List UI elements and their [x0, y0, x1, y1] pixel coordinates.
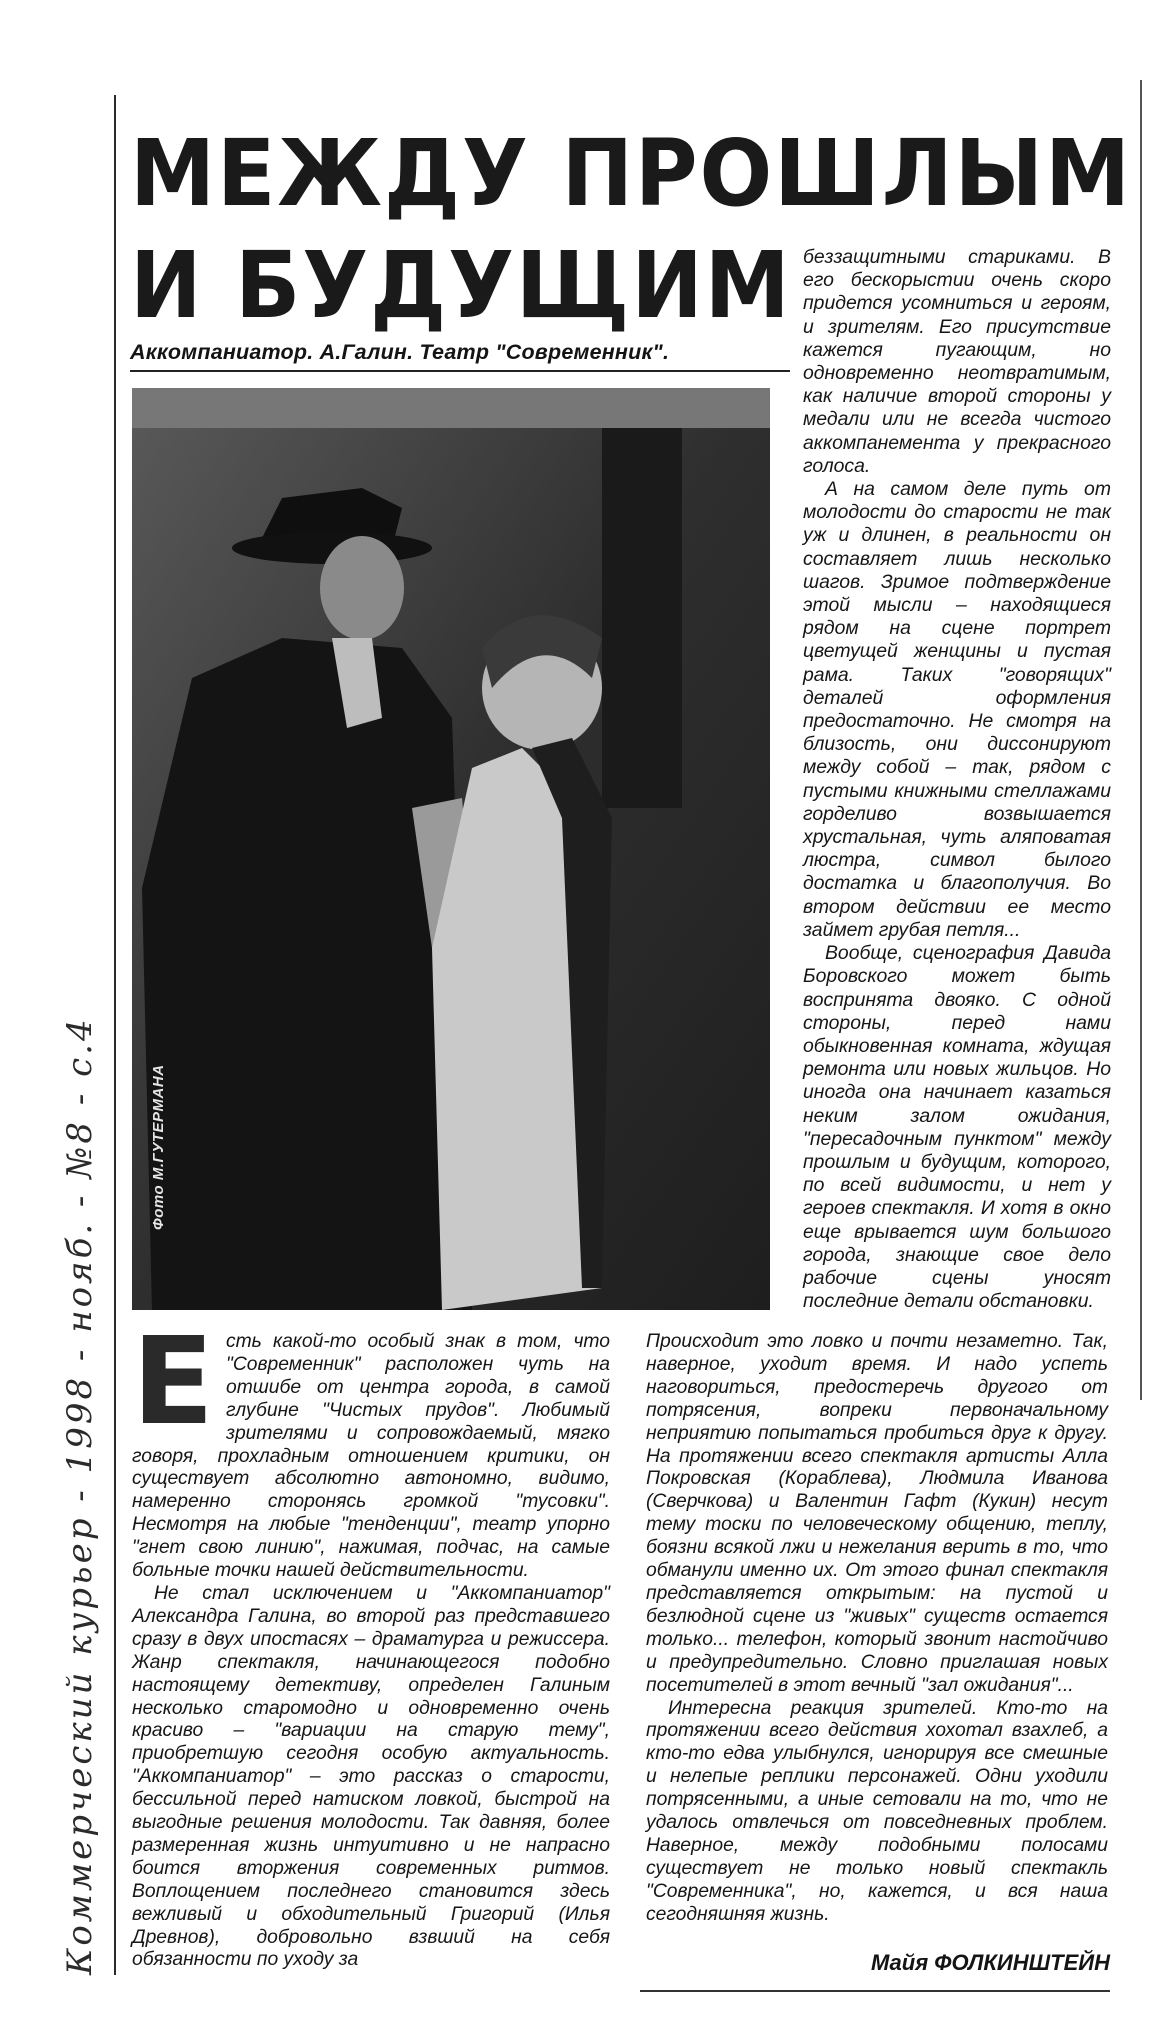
drop-cap: Е	[132, 1313, 214, 1452]
article-paragraph: А на самом деле путь от молодости до старости не так уж и длинен, в реальности он составляет лишь несколько шагов. Зримое подтверждение этой мысли – находящиеся рядом на сцене портрет цветущей женщины и пустая рама. Таких "говорящих" деталей оформления предостаточно. Не смотря на близость, они диссонируют между собой – так, рядом с пустыми книжными стеллажами горделиво возвышается хрустальная, чуть аляповатая люстра, символ былого достатка и благополучия. Во втором действии ее место займет грубая петля...	[803, 478, 1111, 941]
subtitle-underline	[130, 370, 790, 372]
theater-photo-image	[132, 388, 770, 1310]
article-left-column	[132, 1313, 610, 1972]
handwritten-note: Коммерческий курьер - 1998 - нояб. - №8 - с.4	[60, 1016, 100, 1975]
article-right-column	[803, 246, 1111, 1313]
bottom-rule	[640, 1990, 1110, 1992]
left-column-rule	[114, 95, 116, 1975]
article-paragraph: Вообще, сценография Давида Боровского может быть воспринята двояко. С одной стороны, перед нами обыкновенная комната, ждущая ремонта или новых жильцов. Но иногда она начинает казаться неким залом ожидания, "пересадочным пунктом" между прошлым и будущим, которого, по всей видимости, и нет у героев спектакля. И хотя в окно еще врывается шум большого города, знающие свое дело рабочие сцены уносят последние детали обстановки.	[803, 942, 1111, 1313]
theater-photo	[132, 388, 770, 1310]
article-paragraph: беззащитными стариками. В его бескорыстии очень скоро придется усомниться и героям, и зрителям. Его присутствие кажется пугающим, но одновременно неотвратимым, как наличие второй стороны у медали или не всегда чистого аккомпанемента у прекрасного голоса.	[803, 246, 1111, 477]
article-paragraph: Интересна реакция зрителей. Кто-то на протяжении всего действия хохотал взахлеб, а кто-то едва улыбнулся, игнорируя все смешные и нелепые реплики персонажей. Одни уходили потрясенными, а иные сетовали на то, что не удалось отвлечься от повседневных проблем. Наверное, между подобными полосами существует не только новый спектакль "Современника", но, кажется, и вся наша сегодняшняя жизнь.	[646, 1697, 1108, 1925]
headline	[130, 118, 1133, 342]
headline-line-1: МЕЖДУ ПРОШЛЫМ	[130, 120, 1133, 227]
author-byline: Майя ФОЛКИНШТЕЙН	[870, 1950, 1110, 1975]
article-paragraph: Не стал исключением и "Аккомпаниатор" Александра Галина, во второй раз представшего сразу в двух ипостасях – драматурга и режиссера. Жанр спектакля, начинающегося подобно настоящему детективу, определен Галиным несколько старомодно и одновременно очень красиво – "вариации на старую тему", приобретшую сегодня особую актуальность. "Аккомпаниатор" – это рассказ о старости, бессильной перед натиском ловкой, быстрой на выгодные решения молодости. Так давняя, более размеренная жизнь интуитивно и не напрасно боится вторжения современных ритмов. Воплощением последнего становится здесь вежливый и обходительный Григорий (Илья Древнов), добровольно взвший на себя обязанности по уходу за	[132, 1582, 610, 1971]
subtitle: Аккомпаниатор. А.Галин. Театр "Современник".	[130, 340, 670, 364]
article-middle-column	[646, 1331, 1108, 1927]
headline-line-2: И БУДУЩИМ	[130, 232, 792, 339]
right-edge-rule	[1140, 80, 1142, 1400]
article-paragraph: Происходит это ловко и почти незаметно. Так, наверное, уходит время. И надо успеть наговориться, предостеречь другого от потрясения, вопреки первоначальному неприятию попытаться пробиться друг к другу. На протяжении всего спектакля артисты Алла Покровская (Кораблева), Людмила Иванова (Сверчкова) и Валентин Гафт (Кукин) несут тему тоски по человеческому общению, теплу, боязни всякой лжи и нежелания верить в то, что обманули именно их. От этого финал спектакля представляется открытым: на пустой и безлюдной сцене из "живых" существ остается только... телефон, который звонит настойчиво и предупредительно. Словно приглашая новых посетителей в этот вечный "зал ожидания"...	[646, 1331, 1108, 1696]
article-paragraph: сть какой-то особый знак в том, что "Современник" расположен чуть на отшибе от центра города, в самой глубине "Чистых прудов". Любимый зрителями и сопровождаемый, мягко говоря, прохладным отношением критики, он существует абсолютно автономно, видимо, намеренно сторонясь громкой "тусовки". Несмотря на любые "тенденции", театр упорно "гнет свою линию", нажимая, подчас, на самые больные точки нашей действительности.	[132, 1331, 610, 1582]
photo-credit: Фото М.ГУТЕРМАНА	[150, 1064, 167, 1230]
